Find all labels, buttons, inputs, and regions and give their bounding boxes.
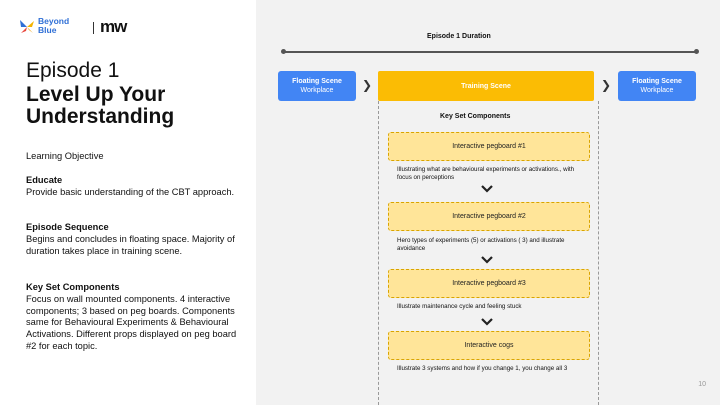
key-set-components-label: Key Set Components (440, 113, 511, 120)
floating-scene-end: Floating Scene Workplace (618, 71, 696, 101)
training-boundary-right (598, 101, 599, 405)
sequence-text: Begins and concludes in floating space. Majority of duration takes place in training scene. (26, 233, 235, 256)
learning-objective-heading: Learning Objective (26, 151, 104, 161)
logo-divider (93, 22, 94, 34)
educate-heading: Educate (26, 175, 63, 185)
chevron-down-icon (481, 185, 493, 193)
pegboard-1-box: Interactive pegboard #1 (388, 132, 590, 161)
educate-text: Provide basic understanding of the CBT approach. (26, 186, 235, 197)
components-text: Focus on wall mounted components. 4 interactive components; 3 based on peg boards. Components same for Behavioural Experiments & Behavioural Activations. Different props displayed on peg board #2 for each topic. (26, 293, 237, 351)
page-number: 10 (698, 381, 706, 388)
training-boundary-left (378, 101, 379, 405)
components-heading: Key Set Components (26, 282, 120, 292)
chevron-right-icon: ❯ (362, 78, 373, 92)
episode-subtitle: Level Up Your Understanding (26, 83, 175, 128)
pegboard-3-description: Illustrate maintenance cycle and feeling stuck (397, 303, 522, 310)
beyond-blue-wordmark: Beyond Blue (38, 16, 70, 35)
sequence-heading: Episode Sequence (26, 222, 109, 232)
floating-scene-start: Floating Scene Workplace (278, 71, 356, 101)
training-scene: Training Scene (378, 71, 594, 101)
chevron-down-icon (481, 318, 493, 326)
educate-section (26, 175, 241, 199)
pegboard-2-description: Hero types of experiments (5) or activations ( 3) and illustrate avoidance (397, 237, 565, 252)
duration-label: Episode 1 Duration (427, 33, 491, 40)
sequence-section (26, 222, 241, 257)
episode-title: Episode 1 (26, 59, 120, 82)
butterfly-logo-icon (18, 18, 36, 36)
pegboard-3-box: Interactive pegboard #3 (388, 269, 590, 298)
interactive-cogs-description: Illustrate 3 systems and how if you change 1, you change all 3 (397, 365, 568, 372)
pegboard-2-box: Interactive pegboard #2 (388, 202, 590, 231)
components-section (26, 282, 241, 353)
timeline-end-dot (694, 49, 699, 54)
timeline-start-dot (281, 49, 286, 54)
chevron-right-icon: ❯ (601, 78, 612, 92)
partner-logo: mw (100, 17, 127, 36)
chevron-down-icon (481, 256, 493, 264)
duration-timeline (283, 51, 697, 53)
logo-group (18, 17, 128, 39)
interactive-cogs-box: Interactive cogs (388, 331, 590, 360)
pegboard-1-description: Illustrating what are behavioural experiments or activations., with focus on perceptions (397, 166, 575, 181)
